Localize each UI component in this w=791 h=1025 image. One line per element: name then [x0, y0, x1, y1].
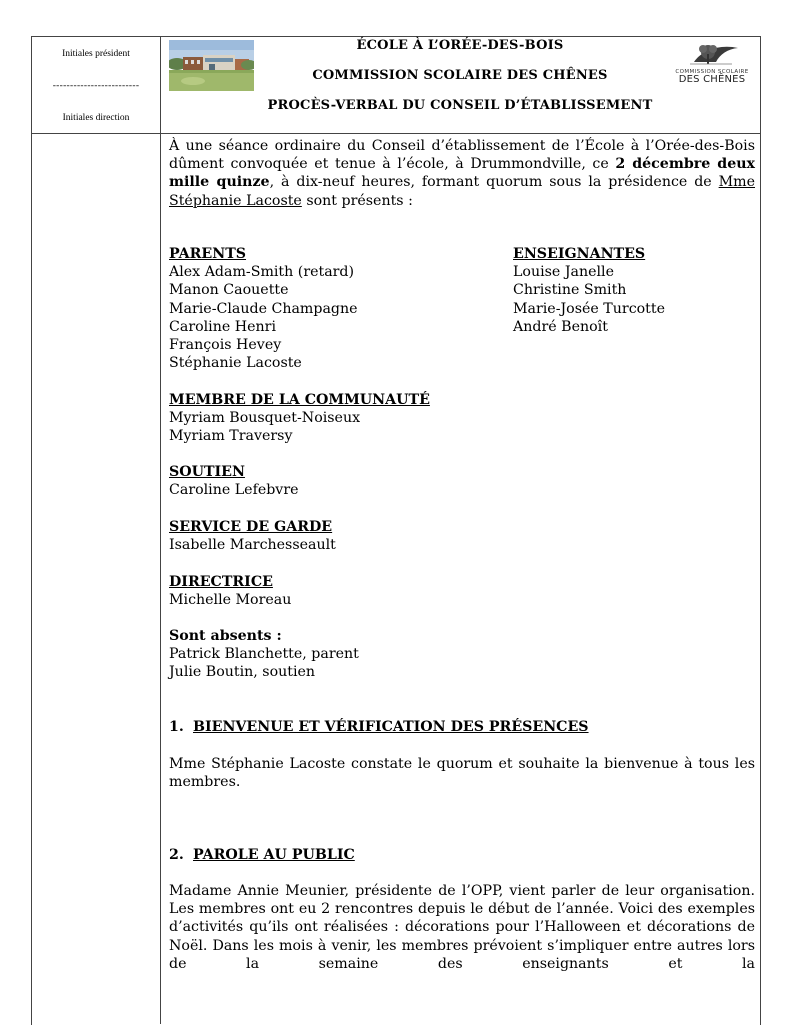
- list-item: Myriam Traversy: [169, 428, 293, 445]
- list-item: Christine Smith: [513, 282, 627, 299]
- list-item: François Hevey: [169, 337, 282, 354]
- list-item: Caroline Lefebvre: [169, 482, 299, 499]
- teachers-list: [513, 245, 665, 336]
- list-item: Julie Boutin, soutien: [169, 664, 316, 681]
- parents-list: [169, 245, 358, 372]
- director-list: [169, 573, 291, 609]
- absents-list: [169, 627, 359, 682]
- president-name: Mme Stéphanie Lacoste: [169, 174, 755, 209]
- daycare-heading: SERVICE DE GARDE: [169, 519, 333, 535]
- absents-heading: Sont absents :: [169, 628, 282, 644]
- section-1-text: Mme Stéphanie Lacoste constate le quorum et souhaite la bienvenue à tous les membres.: [169, 756, 755, 791]
- parents-heading: PARENTS: [169, 246, 247, 262]
- header-divider: [31, 133, 760, 134]
- school-building-photo: [169, 40, 254, 91]
- school-title: ÉCOLE À L’ORÉE-DES-BOIS: [356, 38, 564, 53]
- section-1-number: 1.: [169, 719, 184, 735]
- intro-text-3: sont présents :: [301, 192, 413, 209]
- list-item: Michelle Moreau: [169, 592, 292, 609]
- board-title: COMMISSION SCOLAIRE DES CHÊNES: [312, 68, 608, 83]
- list-item: Myriam Bousquet-Noiseux: [169, 410, 361, 427]
- list-item: Marie-Claude Champagne: [169, 300, 358, 317]
- intro-text-1: À une séance ordinaire du Conseil d’établissement de l’École à l’Orée-des-Bois dûment convoquée et tenue à l’école, à Drummondville, ce: [169, 138, 755, 173]
- initials-column: [32, 37, 160, 133]
- daycare-list: [169, 518, 336, 554]
- intro-paragraph: [169, 137, 755, 210]
- list-item: Stéphanie Lacoste: [169, 355, 302, 372]
- logo-line1: COMMISSION SCOLAIRE: [675, 69, 749, 75]
- list-item: Marie-Josée Turcotte: [513, 300, 665, 317]
- document-title: PROCÈS-VERBAL DU CONSEIL D’ÉTABLISSEMENT: [267, 98, 653, 113]
- list-item: Patrick Blanchette, parent: [169, 646, 359, 663]
- column-divider: [160, 36, 161, 1024]
- initials-separator: -------------------------: [52, 81, 140, 91]
- list-item: Caroline Henri: [169, 318, 276, 335]
- section-2-text: Madame Annie Meunier, présidente de l’OPP, vient parler de leur organisation. Les membres ont eu 2 rencontres depuis le début de l’année. Voici des exemples d’activités qu’ils ont réalisées : décorations pour l’Halloween et décorations de Noël. Dans les mois à venir, les membres prévoient s’impliquer entre autres lors de la semaine des enseignants et la: [169, 883, 755, 972]
- list-item: Alex Adam-Smith (retard): [169, 264, 355, 281]
- section-2-heading: PAROLE AU PUBLIC: [193, 847, 355, 863]
- oak-tree-logo-icon: [672, 40, 752, 70]
- section-1-title: [169, 718, 589, 736]
- support-heading: SOUTIEN: [169, 464, 245, 480]
- teachers-heading: ENSEIGNANTES: [513, 246, 646, 262]
- community-list: [169, 391, 430, 446]
- director-heading: DIRECTRICE: [169, 574, 273, 590]
- list-item: Louise Janelle: [513, 264, 614, 281]
- intro-text-2: , à dix-neuf heures, formant quorum sous la présidence de: [269, 174, 719, 191]
- commission-logo: [672, 40, 752, 88]
- section-2-number: 2.: [169, 847, 184, 863]
- community-heading: MEMBRE DE LA COMMUNAUTÉ: [169, 392, 430, 408]
- list-item: Manon Caouette: [169, 282, 289, 299]
- section-2-title: [169, 846, 355, 864]
- initials-direction-label: Initiales direction: [62, 113, 130, 123]
- section-1-heading: BIENVENUE ET VÉRIFICATION DES PRÉSENCES: [193, 719, 589, 735]
- initials-president-label: Initiales président: [62, 49, 130, 59]
- meeting-date: 2 décembre deux mille quinze: [169, 156, 756, 191]
- logo-line2: DES CHÊNES: [678, 74, 746, 85]
- minutes-body: [169, 137, 755, 210]
- list-item: Isabelle Marchesseault: [169, 537, 336, 554]
- support-list: [169, 463, 299, 499]
- list-item: André Benoît: [513, 318, 608, 335]
